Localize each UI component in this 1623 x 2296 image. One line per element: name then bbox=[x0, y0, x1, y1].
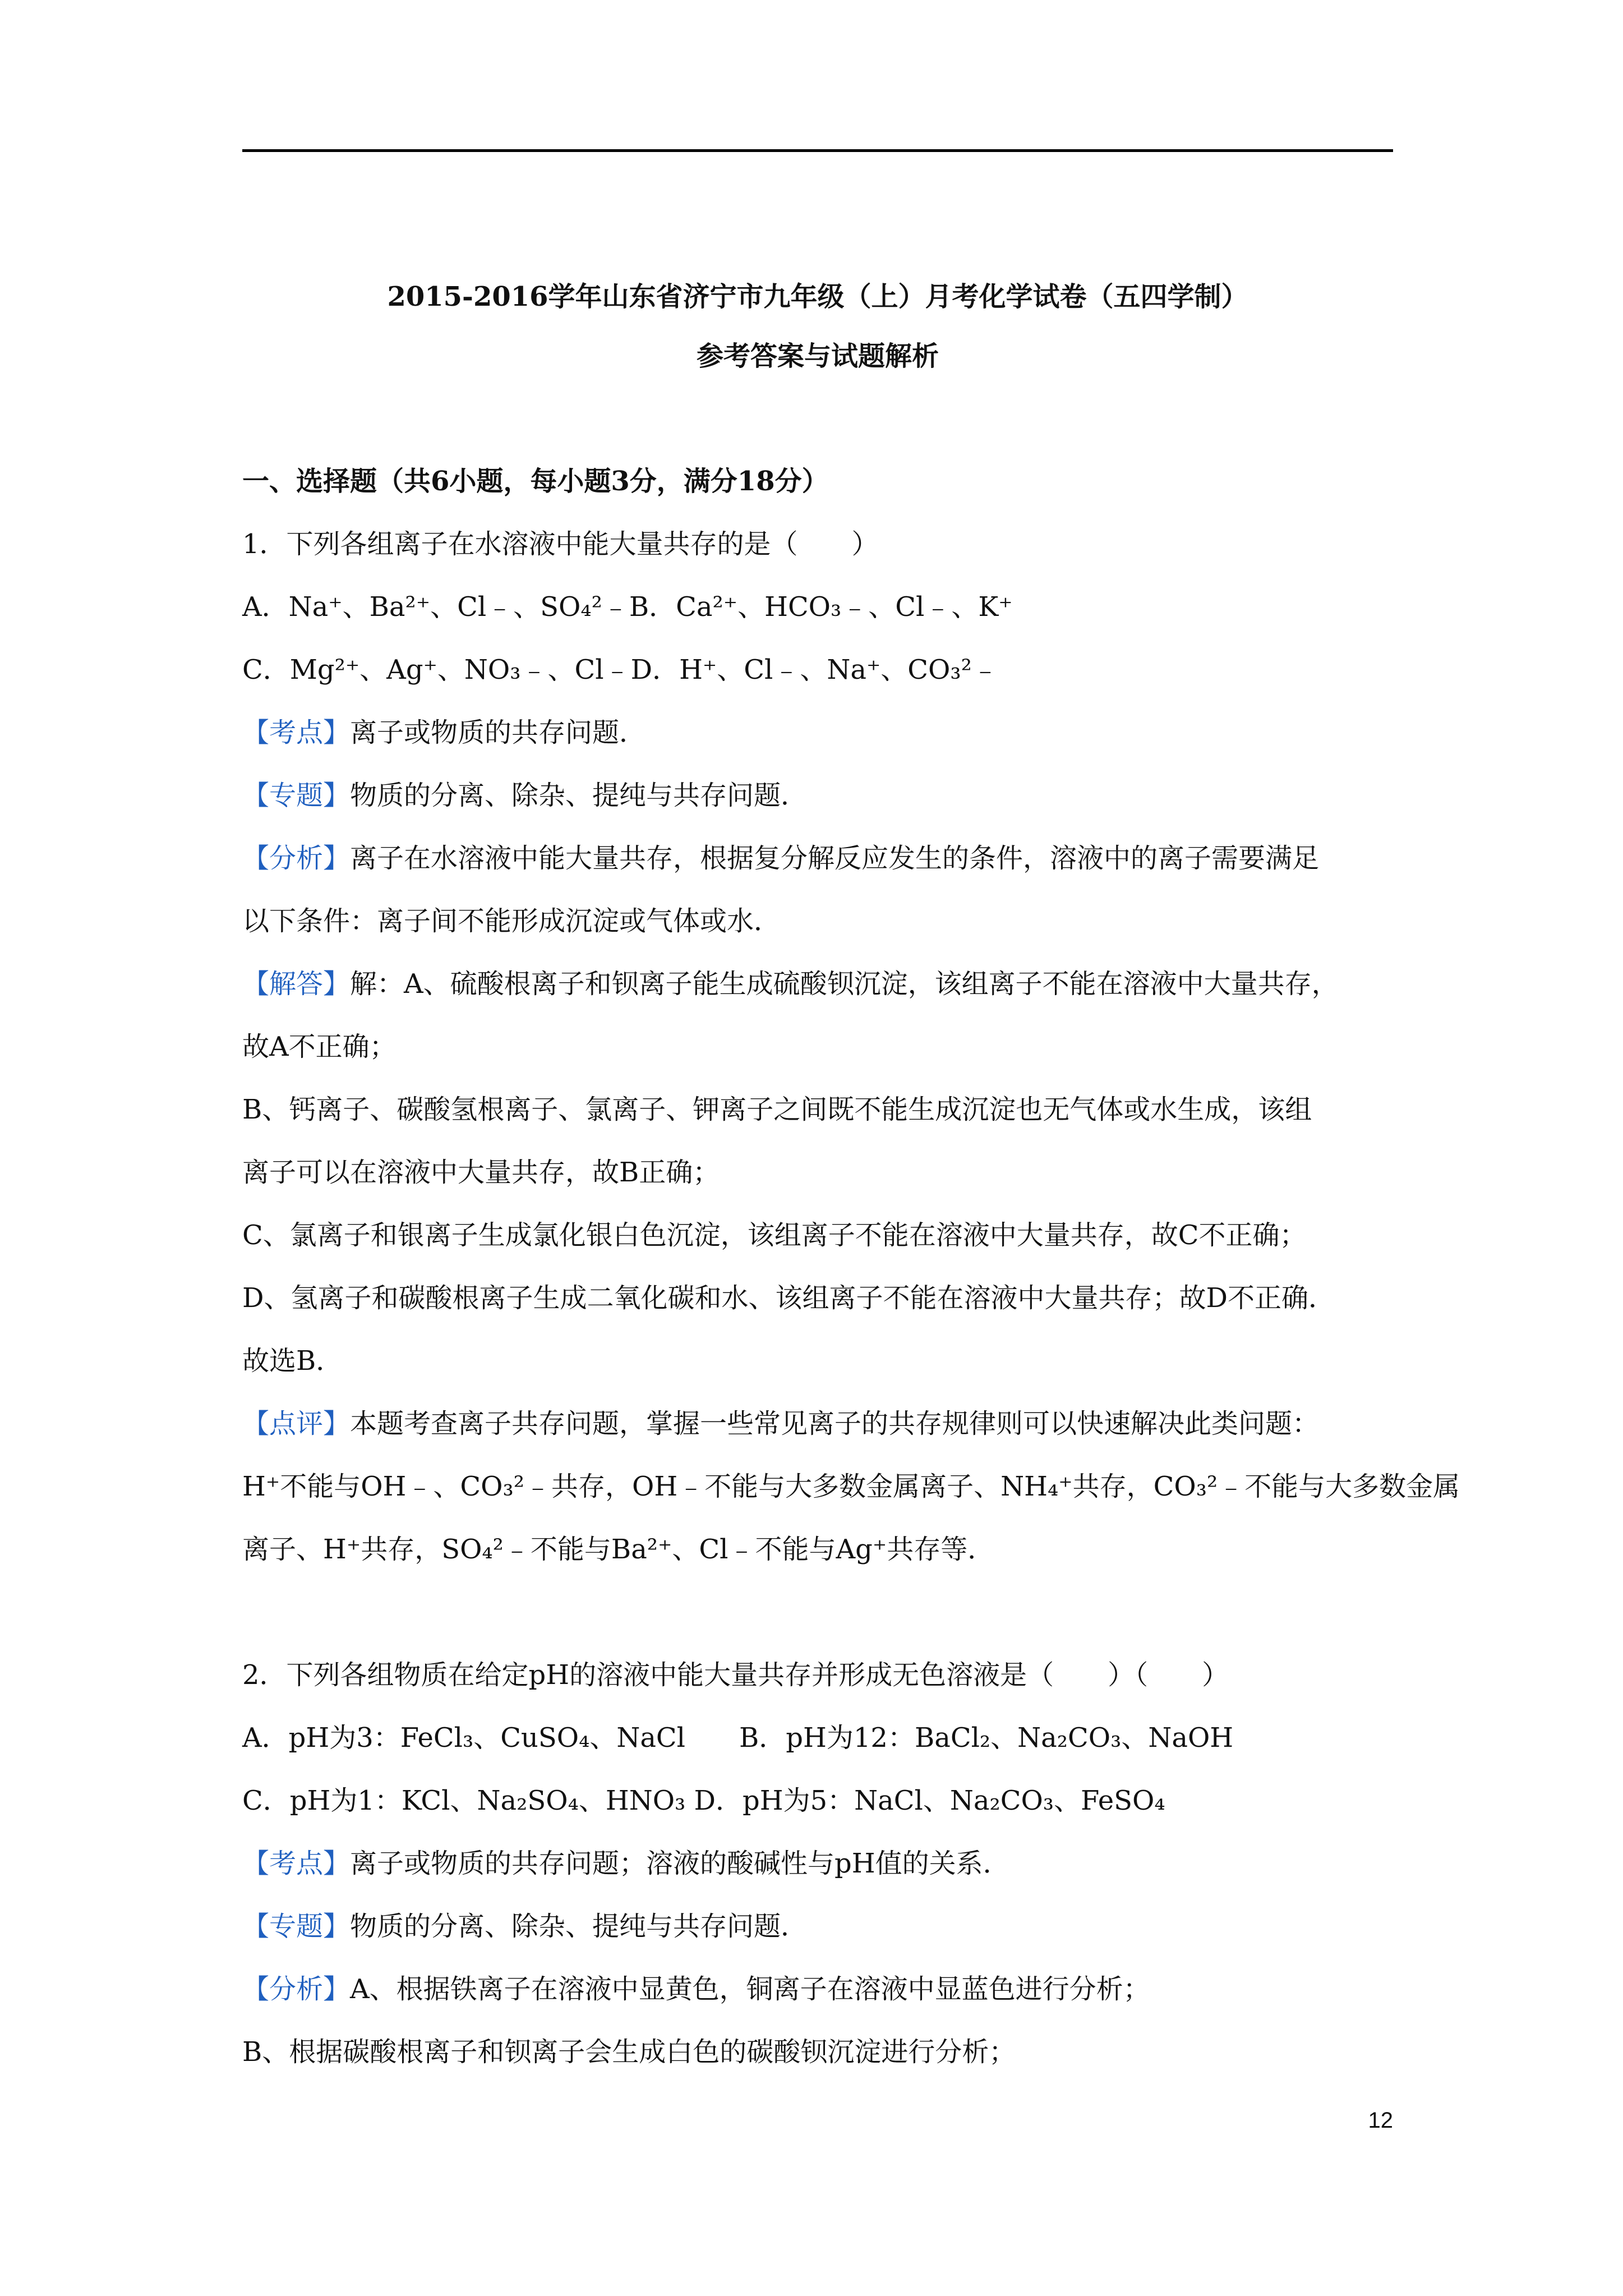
q2-zhuanti bbox=[242, 1910, 1393, 1943]
zhuanti-text: 物质的分离、除杂、提纯与共存问题． bbox=[350, 1911, 808, 1942]
fenxi-tag: 【分析】 bbox=[242, 1973, 351, 2005]
jieda-tag: 【解答】 bbox=[242, 968, 351, 1000]
dianping-text-1: 本题考查离子共存问题，掌握一些常见离子的共存规律则可以快速解决此类问题： bbox=[350, 1408, 1320, 1439]
q1-fenxi-line2: 以下条件：离子间不能形成沉淀或气体或水． bbox=[242, 905, 781, 937]
q1-fenxi bbox=[242, 841, 1393, 875]
kaodian-tag: 【考点】 bbox=[242, 717, 351, 748]
q1-jieda bbox=[242, 967, 1393, 1001]
dianping-tag: 【点评】 bbox=[242, 1408, 351, 1439]
q2-fenxi bbox=[242, 1972, 1393, 2006]
kaodian-text: 离子或物质的共存问题；溶液的酸碱性与pH值的关系． bbox=[350, 1848, 1010, 1879]
q1-jieda-line5: C、氯离子和银离子生成氯化银白色沉淀，该组离子不能在溶液中大量共存，故C不正确； bbox=[242, 1220, 1307, 1251]
document-subtitle: 参考答案与试题解析 bbox=[696, 341, 939, 372]
fenxi-text-1: 离子在水溶液中能大量共存，根据复分解反应发生的条件，溶液中的离子需要满足 bbox=[350, 843, 1320, 874]
q1-zhuanti bbox=[242, 779, 1393, 812]
fenxi-tag: 【分析】 bbox=[242, 843, 351, 874]
q2-fenxi-line2: B、根据碳酸根离子和钡离子会生成白色的碳酸钡沉淀进行分析； bbox=[242, 2036, 1016, 2068]
q1-jieda-line4: 离子可以在溶液中大量共存，故B正确； bbox=[242, 1157, 720, 1188]
q2-options-ab: A．pH为3：FeCl₃、CuSO₄、NaCl B．pH为12：BaCl₂、Na₂CO₃、NaOH bbox=[242, 1722, 1234, 1754]
q1-stem: 1．下列各组离子在水溶液中能大量共存的是（ ） bbox=[242, 528, 879, 560]
q1-dianping bbox=[242, 1407, 1393, 1441]
q1-jieda-line3: B、钙离子、碳酸氢根离子、氯离子、钾离子之间既不能生成沉淀也无气体或水生成，该组 bbox=[242, 1094, 1312, 1125]
q1-kaodian bbox=[242, 716, 1393, 749]
document-title: 2015-2016学年山东省济宁市九年级（上）月考化学试卷（五四学制） bbox=[387, 281, 1248, 312]
q1-dianping-line2: H⁺不能与OH﹣、CO₃²﹣共存，OH﹣不能与大多数金属离子、NH₄⁺共存，CO₃²﹣不能与大多数金属 bbox=[242, 1471, 1460, 1502]
q1-dianping-line3: 离子、H⁺共存，SO₄²﹣不能与Ba²⁺、Cl﹣不能与Ag⁺共存等． bbox=[242, 1534, 995, 1565]
zhuanti-text: 物质的分离、除杂、提纯与共存问题． bbox=[350, 780, 808, 811]
zhuanti-tag: 【专题】 bbox=[242, 780, 351, 811]
section-heading: 一、选择题（共6小题，每小题3分，满分18分） bbox=[242, 466, 829, 497]
q2-options-cd: C．pH为1：KCl、Na₂SO₄、HNO₃ D．pH为5：NaCl、Na₂CO₃、FeSO₄ bbox=[242, 1785, 1165, 1816]
q1-options-cd: C．Mg²⁺、Ag⁺、NO₃﹣、Cl﹣D．H⁺、Cl﹣、Na⁺、CO₃²﹣ bbox=[242, 654, 999, 685]
q1-jieda-line2: 故A不正确； bbox=[242, 1031, 396, 1062]
q2-kaodian bbox=[242, 1847, 1393, 1880]
header-rule bbox=[242, 149, 1393, 152]
jieda-text-1: 解：A、硫酸根离子和钡离子能生成硫酸钡沉淀，该组离子不能在溶液中大量共存， bbox=[350, 968, 1339, 1000]
zhuanti-tag: 【专题】 bbox=[242, 1911, 351, 1942]
q1-jieda-line6: D、氢离子和碳酸根离子生成二氧化碳和水、该组离子不能在溶液中大量共存；故D不正确． bbox=[242, 1282, 1335, 1314]
q1-options-ab: A．Na⁺、Ba²⁺、Cl﹣、SO₄²﹣B．Ca²⁺、HCO₃﹣、Cl﹣、K⁺ bbox=[242, 591, 1013, 623]
kaodian-tag: 【考点】 bbox=[242, 1848, 351, 1879]
kaodian-text: 离子或物质的共存问题． bbox=[350, 717, 647, 748]
page-number: 12 bbox=[1368, 2108, 1393, 2133]
q2-stem: 2．下列各组物质在给定pH的溶液中能大量共存并形成无色溶液是（ ）（ ） bbox=[242, 1659, 1229, 1691]
fenxi-text-1: A、根据铁离子在溶液中显黄色，铜离子在溶液中显蓝色进行分析； bbox=[350, 1973, 1150, 2005]
q1-jieda-line7: 故选B． bbox=[242, 1345, 343, 1377]
